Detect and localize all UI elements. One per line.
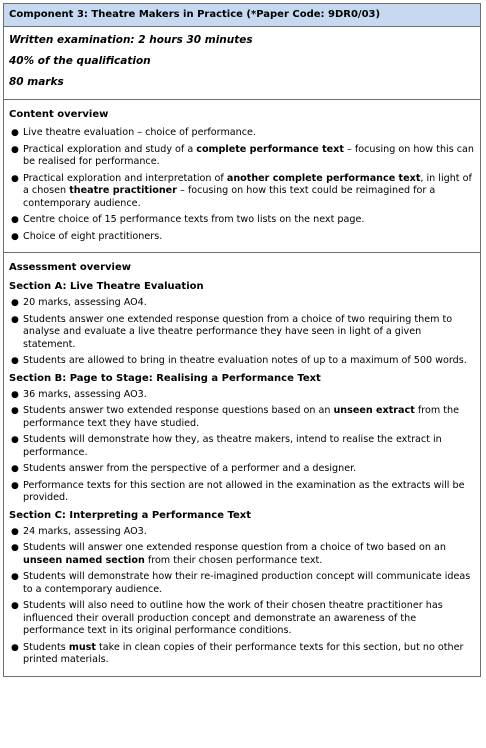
- emphasis-text: must: [68, 641, 96, 653]
- list-item: [9, 214, 475, 227]
- list-item: [9, 480, 475, 505]
- bullet-icon: ●: [11, 231, 19, 242]
- bullet-icon: ●: [11, 356, 19, 366]
- item-text: Students will answer one extended response question from a choice of two based on an: [23, 542, 446, 553]
- exam-info-section: [4, 27, 480, 100]
- bullet-icon: ●: [11, 642, 19, 653]
- item-text: Choice of eight practitioners.: [23, 230, 163, 242]
- item-text: Students: [23, 641, 69, 653]
- section-list: [9, 389, 475, 505]
- component-title: Component 3: Theatre Makers in Practice (*Paper Code: 9DR0/03): [9, 9, 381, 20]
- component-header: [4, 4, 480, 27]
- bullet-icon: ●: [11, 435, 19, 445]
- bullet-icon: ●: [11, 601, 19, 611]
- list-item: [9, 542, 475, 567]
- list-item: [9, 463, 475, 476]
- item-text: 20 marks, assessing AO4.: [23, 297, 147, 308]
- item-text: Students are allowed to bring in theatre evaluation notes of up to a maximum of 500 words.: [23, 355, 467, 366]
- total-marks: 80 marks: [9, 76, 64, 88]
- emphasis-text: another complete performance text: [226, 172, 421, 184]
- exam-duration: Written examination: 2 hours 30 minutes: [9, 34, 253, 46]
- list-item: [9, 355, 475, 368]
- list-item: [9, 231, 475, 244]
- list-item: [9, 173, 475, 211]
- bullet-icon: ●: [11, 314, 19, 325]
- list-item: [9, 389, 475, 402]
- emphasis-text: theatre practitioner: [69, 185, 177, 196]
- list-item: [9, 127, 475, 140]
- bullet-icon: ●: [11, 298, 19, 308]
- list-item: [9, 571, 475, 596]
- bullet-icon: ●: [11, 144, 19, 155]
- emphasis-text: unseen named section: [23, 554, 145, 566]
- item-text: Students will demonstrate how they, as theatre makers, intend to realise the extract in performance.: [23, 434, 442, 458]
- item-text: Practical exploration and study of a: [23, 143, 197, 155]
- content-overview-section: [4, 100, 480, 253]
- item-text: Students answer from the perspective of a performer and a designer.: [23, 463, 357, 474]
- item-text: Practical exploration and interpretation of: [23, 172, 227, 184]
- list-item: [9, 434, 475, 459]
- item-text: – focusing on how this can be realised for performance.: [23, 143, 474, 167]
- list-item: [9, 405, 475, 430]
- item-text: , in light of a chosen: [23, 172, 472, 196]
- bullet-icon: ●: [11, 464, 19, 474]
- list-item: [9, 314, 475, 352]
- list-item: [9, 144, 475, 169]
- bullet-icon: ●: [11, 389, 19, 400]
- bullet-icon: ●: [11, 572, 19, 582]
- assessment-overview-heading: Assessment overview: [9, 262, 131, 273]
- item-text: – focusing on how this text could be reimagined for a contemporary audience.: [23, 185, 436, 209]
- list-item: [9, 600, 475, 638]
- bullet-icon: ●: [11, 543, 19, 553]
- item-text: Students will demonstrate how their re-imagined production concept will communicate ideas to a contemporary audience.: [23, 571, 471, 595]
- component-table: [3, 3, 481, 677]
- bullet-icon: ●: [11, 406, 19, 416]
- item-text: Students answer two extended response questions based on an: [23, 405, 334, 416]
- item-text: Centre choice of 15 performance texts from two lists on the next page.: [23, 214, 365, 225]
- list-item: [9, 526, 475, 539]
- section-list: [9, 526, 475, 667]
- section-heading: Section B: Page to Stage: Realising a Performance Text: [9, 372, 321, 384]
- list-item: [9, 297, 475, 310]
- list-item: [9, 642, 475, 667]
- item-text: Students will also need to outline how the work of their chosen theatre practitioner has influenced their overall production concept and demonstrate an awareness of the performance text in its original performance conditions.: [23, 600, 443, 636]
- qualification-weight: 40% of the qualification: [9, 55, 151, 67]
- emphasis-text: complete performance text: [196, 143, 344, 155]
- bullet-icon: ●: [11, 173, 19, 184]
- item-text: from the performance text they have studied.: [23, 405, 459, 429]
- item-text: Performance texts for this section are not allowed in the examination as the extracts will be provided.: [23, 479, 465, 503]
- bullet-icon: ●: [11, 215, 19, 225]
- section-heading: Section A: Live Theatre Evaluation: [9, 281, 204, 292]
- item-text: Live theatre evaluation – choice of performance.: [23, 127, 256, 138]
- item-text: from their chosen performance text.: [144, 554, 323, 566]
- content-overview-list: [9, 127, 475, 243]
- emphasis-text: unseen extract: [333, 405, 415, 416]
- bullet-icon: ●: [11, 480, 19, 491]
- assessment-overview-section: [4, 253, 480, 676]
- item-text: 24 marks, assessing AO3.: [23, 525, 147, 537]
- bullet-icon: ●: [11, 526, 19, 537]
- item-text: Students answer one extended response question from a choice of two requiring them to analyse and evaluate a live theatre performance they have seen in light of a given statement.: [23, 313, 453, 350]
- item-text: take in clean copies of their performance texts for this section, but no other printed materials.: [23, 641, 464, 665]
- section-list: [9, 297, 475, 368]
- item-text: 36 marks, assessing AO3.: [23, 388, 147, 400]
- section-heading: Section C: Interpreting a Performance Text: [9, 509, 251, 521]
- content-overview-heading: Content overview: [9, 109, 109, 120]
- bullet-icon: ●: [11, 128, 19, 138]
